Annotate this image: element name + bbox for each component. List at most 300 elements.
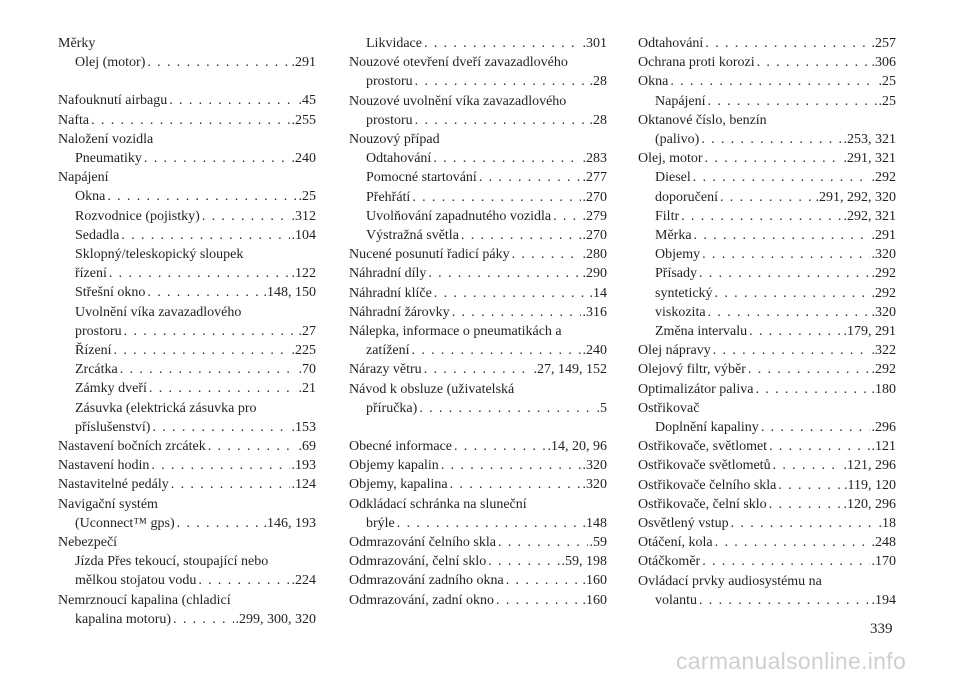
entry-term: Nálepka, informace o pneumatikách a — [349, 324, 562, 340]
entry-term: Měrky — [58, 36, 96, 51]
dot-leader — [757, 53, 870, 72]
index-entry — [638, 341, 896, 360]
entry-term: kapalina motoru) — [75, 611, 172, 627]
dot-leader — [149, 379, 297, 398]
index-entry — [349, 264, 607, 283]
dot-leader — [397, 514, 581, 533]
entry-page-ref: .179, 291 — [843, 324, 896, 340]
dot-leader — [699, 591, 870, 610]
entry-term: Oktanové číslo, benzín — [638, 112, 767, 128]
dot-leader — [454, 437, 546, 456]
entry-term: Zrcátka — [75, 362, 118, 378]
dot-leader — [173, 610, 233, 629]
dot-leader — [433, 149, 580, 168]
index-entry — [58, 571, 316, 590]
entry-term: Uvolňování zapadnutého vozidla — [366, 208, 552, 224]
entry-term: Naložení vozidla — [58, 131, 154, 147]
index-entry — [638, 591, 896, 610]
entry-term: Zámky dveří — [75, 381, 147, 397]
index-entry — [349, 111, 607, 130]
page-number: 339 — [870, 621, 893, 637]
index-entry — [349, 53, 607, 72]
entry-term: Doplnění kapaliny — [655, 420, 759, 436]
dot-leader — [171, 475, 290, 494]
dot-leader — [419, 399, 594, 418]
index-column-1 — [58, 34, 316, 629]
dot-leader — [506, 571, 581, 590]
index-entry — [349, 399, 607, 418]
dot-leader — [778, 476, 842, 495]
entry-term: Odmrazování, zadní okno — [349, 592, 495, 608]
entry-term: Nemrznoucí kapalina (chladicí — [58, 592, 231, 608]
dot-leader — [749, 322, 841, 341]
index-entry — [638, 245, 896, 264]
entry-page-ref: .270 — [582, 189, 607, 205]
index-entry — [349, 34, 607, 53]
entry-page-ref: .240 — [582, 343, 607, 359]
dot-leader — [412, 188, 580, 207]
entry-term: Ovládací prvky audiosystému na — [638, 573, 822, 589]
entry-page-ref: .148, 150 — [263, 285, 316, 301]
index-entry — [58, 399, 316, 418]
entry-page-ref: .120, 296 — [843, 496, 896, 512]
entry-page-ref: .240 — [291, 151, 316, 167]
entry-page-ref: .121 — [871, 439, 896, 455]
index-entry — [58, 130, 316, 149]
dot-leader — [91, 111, 289, 130]
entry-term: Okna — [75, 189, 106, 205]
index-entry — [58, 514, 316, 533]
entry-page-ref: .291 — [291, 55, 316, 71]
index-entry — [58, 341, 316, 360]
entry-page-ref: .292, 321 — [843, 208, 896, 224]
index-entry — [58, 226, 316, 245]
index-entry — [349, 475, 607, 494]
entry-page-ref: .255 — [291, 112, 316, 128]
entry-term: Filtr — [655, 208, 680, 224]
index-entry — [638, 514, 896, 533]
index-entry — [638, 495, 896, 514]
index-entry — [638, 456, 896, 475]
entry-term: Objemy — [655, 247, 701, 263]
index-entry — [58, 283, 316, 302]
dot-leader — [202, 207, 290, 226]
index-entry — [349, 437, 607, 456]
entry-page-ref: .170 — [871, 554, 896, 570]
dot-leader — [769, 495, 842, 514]
entry-term: řízení — [75, 266, 107, 282]
entry-page-ref: .322 — [871, 343, 896, 359]
entry-page-ref: .160 — [582, 573, 607, 589]
dot-leader — [434, 284, 588, 303]
entry-page-ref: .316 — [582, 304, 607, 320]
dot-leader — [699, 264, 870, 283]
dot-leader — [452, 303, 581, 322]
entry-term: Napájení — [655, 93, 706, 109]
entry-page-ref: .25 — [298, 189, 316, 205]
dot-leader — [705, 149, 842, 168]
entry-page-ref: .292 — [871, 362, 896, 378]
index-entry — [58, 591, 316, 610]
entry-term: Ostřikovač — [638, 400, 700, 416]
entry-page-ref: .122 — [291, 266, 316, 282]
index-entry — [638, 284, 896, 303]
dot-leader — [670, 72, 876, 91]
entry-term: Nastavení bočních zrcátek — [58, 439, 206, 455]
entry-page-ref: .28 — [589, 74, 607, 90]
entry-term: Střešní okno — [75, 285, 146, 301]
entry-page-ref: .28 — [589, 112, 607, 128]
index-entry — [638, 360, 896, 379]
entry-page-ref: .124 — [291, 477, 316, 493]
dot-leader — [512, 245, 581, 264]
entry-page-ref: .148 — [582, 515, 607, 531]
entry-page-ref: .18 — [878, 516, 896, 532]
index-entry — [638, 53, 896, 72]
dot-leader — [761, 418, 870, 437]
index-entry — [349, 130, 607, 149]
index-entry — [638, 399, 896, 418]
index-entry — [638, 533, 896, 552]
entry-term: Odkládací schránka na sluneční — [349, 496, 527, 512]
index-entry — [349, 514, 607, 533]
entry-term: Uvolnění víka zavazadlového — [75, 304, 242, 320]
entry-term: Přísady — [655, 266, 697, 282]
entry-page-ref: .291, 292, 320 — [815, 189, 896, 205]
entry-page-ref: .25 — [878, 93, 896, 109]
index-entry — [58, 34, 316, 53]
index-entry — [349, 380, 607, 399]
entry-page-ref: .104 — [291, 227, 316, 243]
index-entry — [638, 226, 896, 245]
index-entry — [638, 552, 896, 571]
entry-term: Odtahování — [366, 151, 432, 167]
entry-term: Ostřikovače světlometů — [638, 458, 771, 474]
entry-term: Osvětlený vstup — [638, 516, 729, 532]
entry-term: Ochrana proti korozi — [638, 55, 755, 71]
entry-term: Náhradní díly — [349, 266, 427, 282]
entry-term: Nafouknutí airbagu — [58, 93, 168, 109]
dot-leader — [441, 456, 581, 475]
entry-term: Odmrazování, čelní sklo — [349, 554, 487, 570]
index-column-3 — [638, 34, 896, 610]
index-entry — [638, 264, 896, 283]
entry-term: Jízda Přes tekoucí, stoupající nebo — [75, 554, 269, 570]
entry-term: Nouzové uvolnění víka zavazadlového — [349, 93, 567, 109]
entry-term: Návod k obsluze (uživatelská — [349, 381, 515, 397]
dot-leader — [769, 437, 869, 456]
index-entry — [58, 610, 316, 629]
dot-leader — [450, 475, 581, 494]
index-entry — [638, 168, 896, 187]
entry-term: Olejový filtr, výběr — [638, 362, 746, 378]
index-entry — [638, 149, 896, 168]
index-entry — [349, 284, 607, 303]
index-entry — [638, 303, 896, 322]
entry-page-ref: .280 — [582, 247, 607, 263]
entry-page-ref: .70 — [298, 362, 316, 378]
dot-leader — [152, 418, 289, 437]
watermark: carmanualsonline.info — [676, 648, 907, 674]
entry-term: prostoru — [366, 74, 413, 90]
entry-term: Likvidace — [366, 36, 422, 51]
index-entry — [58, 418, 316, 437]
index-entry — [58, 495, 316, 514]
entry-page-ref: .153 — [291, 419, 316, 435]
index-entry — [638, 380, 896, 399]
entry-term: syntetický — [655, 285, 713, 301]
entry-term: Zásuvka (elektrická zásuvka pro — [75, 400, 257, 416]
dot-leader — [488, 552, 559, 571]
dot-leader — [715, 284, 870, 303]
entry-page-ref: .193 — [291, 458, 316, 474]
dot-leader — [694, 226, 870, 245]
entry-page-ref: .279 — [582, 208, 607, 224]
index-entry — [58, 303, 316, 322]
index-entry — [349, 188, 607, 207]
entry-term: viskozita — [655, 304, 706, 320]
dot-leader — [773, 456, 842, 475]
dot-leader — [412, 341, 581, 360]
entry-page-ref: .27, 149, 152 — [533, 362, 607, 378]
entry-term: Sklopný/teleskopický sloupek — [75, 247, 244, 263]
entry-page-ref: .146, 193 — [263, 515, 316, 531]
index-entry — [349, 533, 607, 552]
entry-term: Nucené posunutí řadicí páky — [349, 247, 510, 263]
index-entry — [349, 322, 607, 341]
dot-leader — [124, 322, 297, 341]
entry-term: Měrka — [655, 228, 692, 244]
index-entry — [638, 130, 896, 149]
entry-term: Rozvodnice (pojistky) — [75, 208, 200, 224]
entry-term: doporučení — [655, 189, 718, 205]
entry-term: Odmrazování zadního okna — [349, 573, 504, 589]
index-entry — [58, 91, 316, 110]
entry-term: Ostřikovače, světlomet — [638, 439, 768, 455]
dot-leader — [720, 188, 814, 207]
entry-page-ref: .257 — [871, 36, 896, 51]
entry-page-ref: .291 — [871, 228, 896, 244]
dot-leader — [748, 360, 870, 379]
index-entry — [58, 456, 316, 475]
entry-term: Nouzové otevření dveří zavazadlového — [349, 55, 568, 71]
entry-term: Objemy, kapalina — [349, 477, 448, 493]
dot-leader — [169, 91, 296, 110]
entry-page-ref: .320 — [871, 247, 896, 263]
index-entry — [349, 495, 607, 514]
entry-term: Okna — [638, 74, 669, 90]
dot-leader — [424, 34, 581, 53]
dot-leader — [553, 207, 580, 226]
index-entry — [638, 34, 896, 53]
index-column-2 — [349, 34, 607, 610]
index-entry — [638, 322, 896, 341]
index-entry — [58, 437, 316, 456]
index-entry — [638, 572, 896, 591]
entry-term: Otáčkoměr — [638, 554, 701, 570]
index-entry — [349, 168, 607, 187]
entry-term: Napájení — [58, 170, 109, 186]
entry-page-ref: .59, 198 — [561, 554, 607, 570]
entry-term: (Uconnect™ gps) — [75, 515, 175, 531]
entry-term: Změna intervalu — [655, 324, 748, 340]
dot-leader — [109, 264, 290, 283]
entry-page-ref: .14 — [589, 285, 607, 301]
dot-leader — [693, 168, 870, 187]
index-entry — [638, 418, 896, 437]
entry-term: Odtahování — [638, 36, 704, 51]
index-entry — [638, 111, 896, 130]
index-entry — [58, 187, 316, 206]
index-entry — [349, 92, 607, 111]
entry-term: Navigační systém — [58, 496, 158, 512]
entry-term: Olej, motor — [638, 151, 703, 167]
index-entry — [58, 360, 316, 379]
index-entry — [638, 437, 896, 456]
entry-page-ref: .306 — [871, 55, 896, 71]
index-entry — [58, 322, 316, 341]
index-entry — [349, 72, 607, 91]
index-entry — [349, 341, 607, 360]
index-entry — [349, 360, 607, 379]
index-entry — [349, 149, 607, 168]
dot-leader — [121, 226, 289, 245]
entry-page-ref: .180 — [871, 381, 896, 397]
entry-page-ref: .292 — [871, 285, 896, 301]
index-entry — [349, 207, 607, 226]
entry-page-ref: .69 — [298, 439, 316, 455]
index-entry — [638, 188, 896, 207]
entry-page-ref: .299, 300, 320 — [235, 611, 316, 627]
entry-term: prostoru — [366, 112, 413, 128]
index-entry — [638, 92, 896, 111]
dot-leader — [461, 226, 581, 245]
entry-term: Otáčení, kola — [638, 535, 713, 551]
entry-term: Olej (motor) — [75, 55, 146, 71]
dot-leader — [479, 168, 581, 187]
entry-page-ref: .320 — [871, 304, 896, 320]
dot-leader — [755, 380, 869, 399]
dot-leader — [731, 514, 877, 533]
entry-term: Olej nápravy — [638, 343, 711, 359]
entry-term: Náhradní žárovky — [349, 304, 450, 320]
entry-term: Nastavitelné pedály — [58, 477, 169, 493]
entry-page-ref: .312 — [291, 208, 316, 224]
dot-leader — [715, 533, 870, 552]
entry-page-ref: .224 — [291, 573, 316, 589]
entry-term: Nebezpečí — [58, 535, 118, 551]
entry-page-ref: .248 — [871, 535, 896, 551]
entry-page-ref: .5 — [596, 400, 607, 416]
index-entry — [58, 168, 316, 187]
index-entry — [58, 552, 316, 571]
entry-page-ref: .320 — [582, 458, 607, 474]
entry-term: Obecné informace — [349, 439, 452, 455]
dot-leader — [198, 571, 289, 590]
entry-page-ref: .119, 120 — [844, 477, 896, 493]
entry-page-ref: .290 — [582, 266, 607, 282]
index-entry — [349, 303, 607, 322]
entry-page-ref: .121, 296 — [843, 458, 896, 474]
entry-term: Sedadla — [75, 227, 120, 243]
dot-leader — [702, 245, 869, 264]
entry-page-ref: .160 — [582, 592, 607, 608]
index-entry — [58, 111, 316, 130]
entry-term: příslušenství) — [75, 419, 151, 435]
entry-page-ref: .292 — [871, 266, 896, 282]
entry-term: Ostřikovače, čelní sklo — [638, 496, 767, 512]
index-entry — [58, 533, 316, 552]
entry-term: (palivo) — [655, 132, 700, 148]
entry-page-ref: .320 — [582, 477, 607, 493]
dot-leader — [107, 187, 296, 206]
entry-term: Objemy kapalin — [349, 458, 439, 474]
index-entry — [349, 245, 607, 264]
entry-term: Náhradní klíče — [349, 285, 432, 301]
entry-term: příručka) — [366, 400, 418, 416]
dot-leader — [702, 552, 869, 571]
dot-leader — [701, 130, 841, 149]
index-entry — [58, 475, 316, 494]
index-entry — [349, 571, 607, 590]
dot-leader — [177, 514, 262, 533]
dot-leader — [708, 92, 877, 111]
index-entry — [349, 226, 607, 245]
entry-page-ref: .194 — [871, 592, 896, 608]
index-entry — [349, 456, 607, 475]
entry-page-ref: .45 — [298, 93, 316, 109]
dot-leader — [498, 533, 588, 552]
entry-page-ref: .277 — [582, 170, 607, 186]
entry-term: Nouzový případ — [349, 132, 440, 148]
index-entry — [638, 476, 896, 495]
entry-term: Řízení — [75, 343, 112, 359]
entry-page-ref: .283 — [582, 151, 607, 167]
entry-page-ref: .253, 321 — [843, 132, 896, 148]
entry-page-ref: .225 — [291, 343, 316, 359]
entry-page-ref: .25 — [878, 74, 896, 90]
dot-leader — [114, 341, 290, 360]
index-entry — [58, 149, 316, 168]
dot-leader — [147, 53, 289, 72]
entry-page-ref: .21 — [298, 381, 316, 397]
entry-term: Pomocné startování — [366, 170, 477, 186]
entry-term: mělkou stojatou vodu — [75, 573, 197, 589]
entry-page-ref: .296 — [871, 420, 896, 436]
index-entry — [58, 207, 316, 226]
entry-term: Optimalizátor paliva — [638, 381, 754, 397]
entry-page-ref: .301 — [582, 36, 607, 51]
dot-leader — [151, 456, 289, 475]
dot-leader — [415, 111, 588, 130]
entry-term: Odmrazování čelního skla — [349, 535, 496, 551]
entry-page-ref: .270 — [582, 228, 607, 244]
index-entry — [58, 264, 316, 283]
dot-leader — [144, 149, 290, 168]
entry-page-ref: .292 — [871, 170, 896, 186]
dot-leader — [147, 283, 261, 302]
dot-leader — [496, 591, 580, 610]
entry-page-ref: .14, 20, 96 — [547, 439, 607, 455]
index-entry — [638, 72, 896, 91]
dot-leader — [120, 360, 297, 379]
entry-page-ref: .291, 321 — [843, 151, 896, 167]
entry-term: Nastavení hodin — [58, 458, 150, 474]
index-entry — [638, 207, 896, 226]
entry-term: Diesel — [655, 170, 691, 186]
dot-leader — [681, 207, 841, 226]
index-entry — [58, 53, 316, 72]
